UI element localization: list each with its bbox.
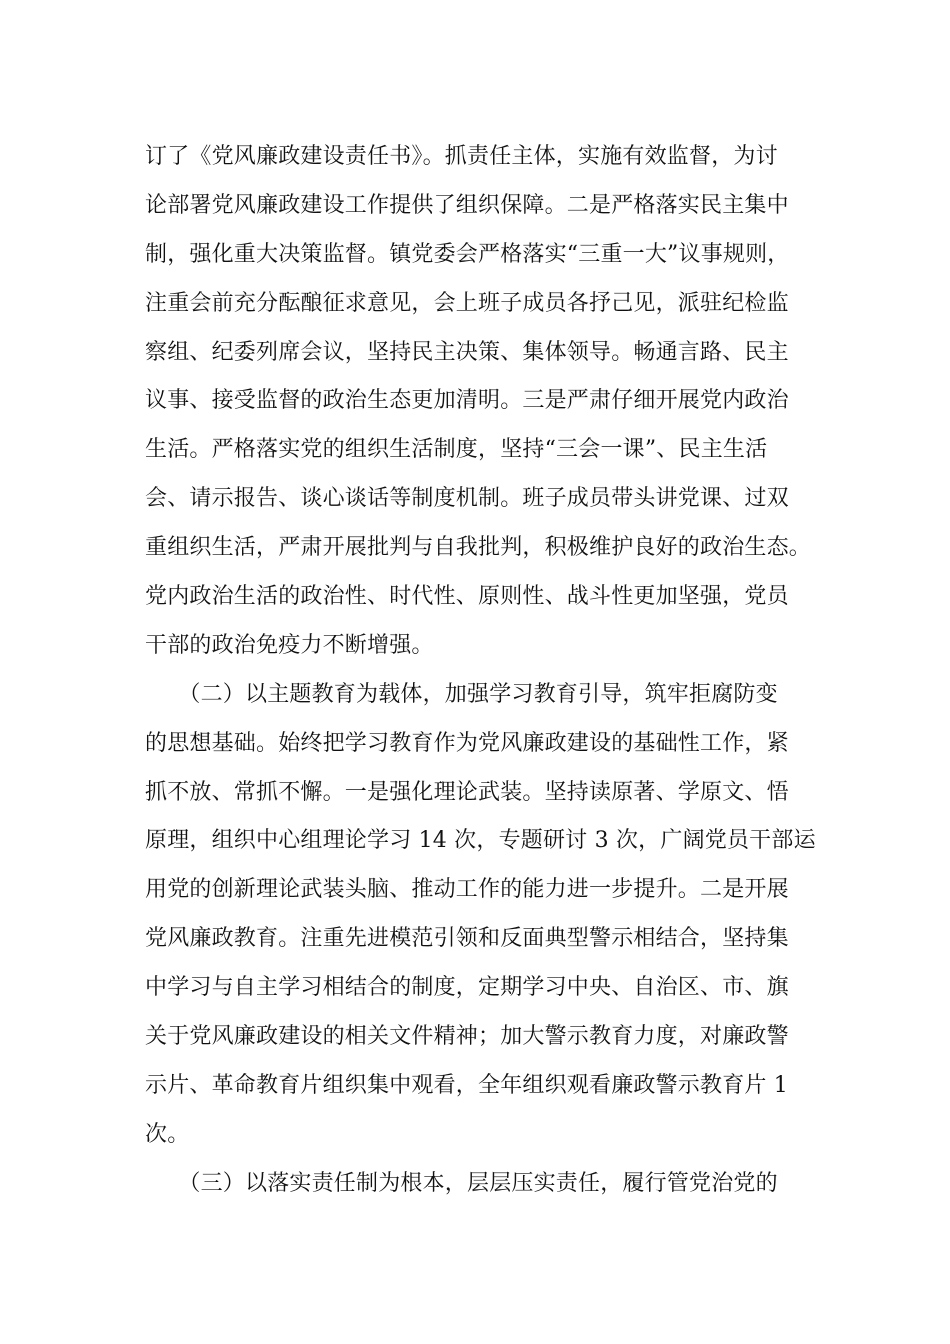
text-line: 示片、革命教育片组织集中观看，全年组织观看廉政警示教育片 1	[145, 1072, 788, 1098]
section-heading-line: （三）以落实责任制为根本，层层压实责任，履行管党治党的	[145, 1170, 778, 1196]
text-line: 议事、接受监督的政治生态更加清明。三是严肃仔细开展党内政治	[145, 388, 789, 414]
text-line: 党内政治生活的政治性、时代性、原则性、战斗性更加坚强，党员	[145, 584, 789, 610]
text-line: 干部的政治免疫力不断增强。	[145, 632, 434, 658]
text-line: 察组、纪委列席会议，坚持民主决策、集体领导。畅通言路、民主	[145, 339, 789, 365]
text-line: 制，强化重大决策监督。镇党委会严格落实“三重一大”议事规则，	[145, 241, 790, 267]
text-line: 中学习与自主学习相结合的制度，定期学习中央、自治区、市、旗	[145, 975, 789, 1001]
text-line: 重组织生活，严肃开展批判与自我批判，积极维护良好的政治生态。	[145, 535, 812, 561]
text-line: 注重会前充分酝酿征求意见，会上班子成员各抒己见，派驻纪检监	[145, 290, 789, 316]
text-line: 生活。严格落实党的组织生活制度，坚持“三会一课”、民主生活	[145, 437, 768, 463]
text-line: 的思想基础。始终把学习教育作为党风廉政建设的基础性工作，紧	[145, 730, 789, 756]
section-heading-line: （二）以主题教育为载体，加强学习教育引导，筑牢拒腐防变	[145, 681, 778, 707]
text-line: 抓不放、常抓不懈。一是强化理论武装。坚持读原著、学原文、悟	[145, 779, 789, 805]
text-line: 订了《党风廉政建设责任书》。抓责任主体，实施有效监督，为讨	[145, 144, 778, 169]
text-line: 次。	[145, 1121, 190, 1147]
body-text	[145, 133, 820, 1209]
text-line: 原理，组织中心组理论学习 14 次，专题研讨 3 次，广阔党员干部运	[145, 828, 816, 854]
text-line: 党风廉政教育。注重先进模范引领和反面典型警示相结合，坚持集	[145, 926, 789, 952]
text-line: 会、请示报告、谈心谈话等制度机制。班子成员带头讲党课、过双	[145, 486, 789, 512]
text-line: 关于党风廉政建设的相关文件精神；加大警示教育力度，对廉政警	[145, 1024, 789, 1050]
text-line: 论部署党风廉政建设工作提供了组织保障。二是严格落实民主集中	[145, 192, 789, 218]
text-line: 用党的创新理论武装头脑、推动工作的能力进一步提升。二是开展	[145, 877, 789, 903]
